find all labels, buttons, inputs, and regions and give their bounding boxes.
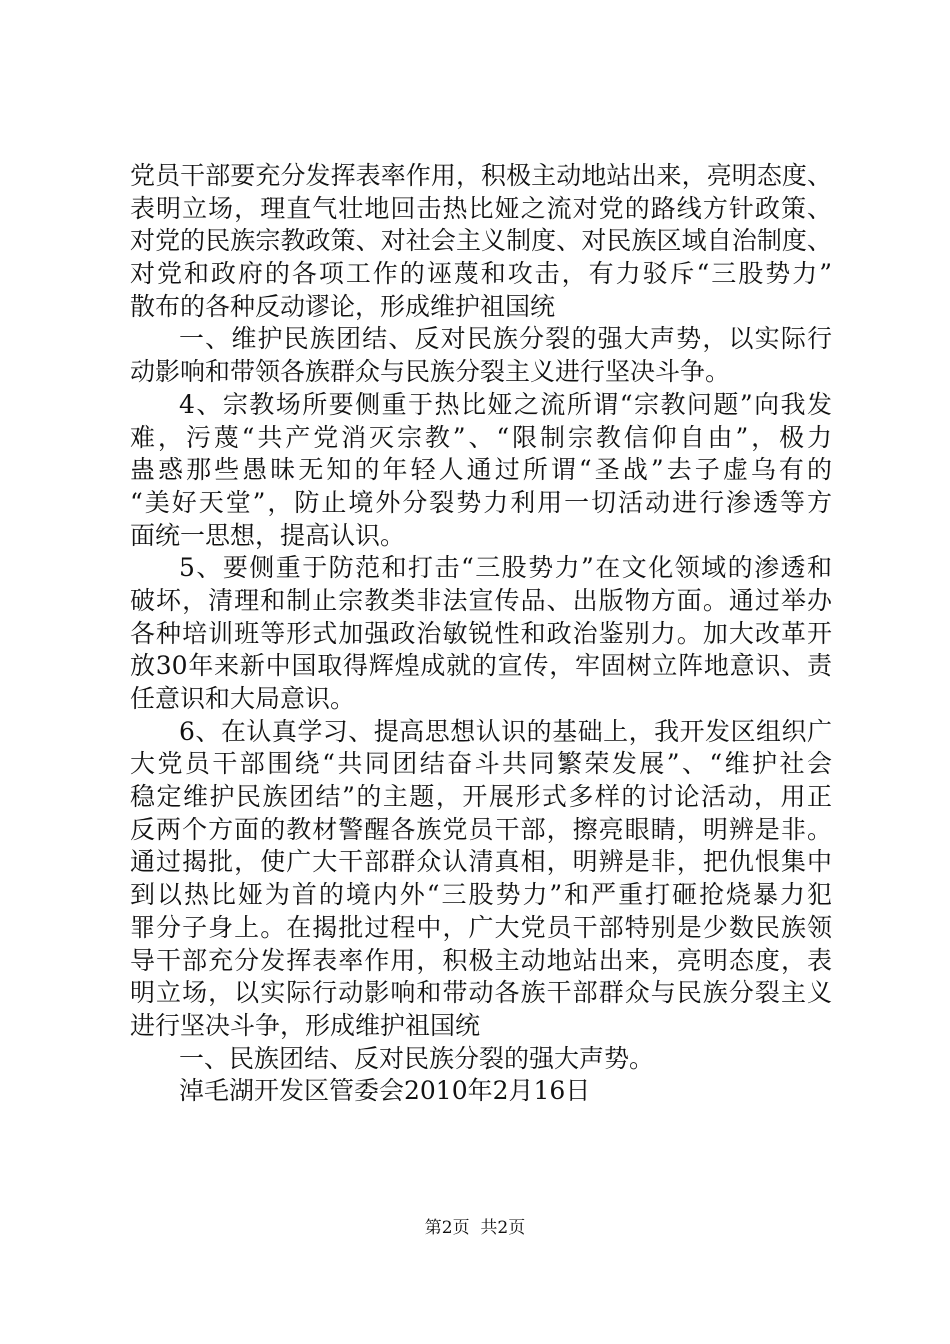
text-line: 罪分子身上。在揭批过程中，广大党员干部特别是少数民族领 bbox=[130, 912, 832, 942]
text-line: 任意识和大局意识。 bbox=[130, 684, 356, 713]
text-line: 面统一思想，提高认识。 bbox=[130, 520, 406, 550]
text-line: 表明立场，理直气壮地回击热比娅之流对党的路线方针政策、 bbox=[130, 193, 832, 223]
text-line: 导干部充分发挥表率作用，积极主动地站出来，亮明态度，表 bbox=[130, 945, 832, 975]
text-line: 散布的各种反动谬论，形成维护祖国统 bbox=[130, 291, 556, 321]
text-line: 明立场，以实际行动影响和带动各族干部群众与民族分裂主义 bbox=[130, 978, 832, 1008]
text-line: 通过揭批，使广大干部群众认清真相，明辨是非，把仇恨集中 bbox=[130, 847, 832, 877]
page-footer bbox=[0, 1218, 950, 1238]
text-line: 破坏，清理和制止宗教类非法宣传品、出版物方面。通过举办 bbox=[130, 585, 832, 615]
text-line: 大党员干部围绕“共同团结奋斗共同繁荣发展”、“维护社会 bbox=[130, 749, 832, 779]
text-line: 5、要侧重于防范和打击“三股势力”在文化领域的渗透和 bbox=[179, 553, 832, 583]
text-line: 反两个方面的教材警醒各族党员干部，擦亮眼睛，明辨是非。 bbox=[130, 814, 832, 844]
text-line: 对党的民族宗教政策、对社会主义制度、对民族区域自治制度、 bbox=[130, 226, 832, 256]
text-line: 一、民族团结、反对民族分裂的强大声势。 bbox=[179, 1043, 655, 1073]
page-number: 第2页 共2页 bbox=[424, 1218, 526, 1238]
text-line: 各种培训班等形式加强政治敏锐性和政治鉴别力。加大改革开 bbox=[130, 618, 832, 648]
text-line: “美好天堂”，防止境外分裂势力利用一切活动进行渗透等方 bbox=[130, 487, 832, 517]
text-line: 蛊惑那些愚昧无知的年轻人通过所谓“圣战”去子虚乌有的 bbox=[130, 455, 832, 485]
text-line: 一、维护民族团结、反对民族分裂的强大声势，以实际行 bbox=[179, 324, 832, 354]
text-line: 党员干部要充分发挥表率作用，积极主动地站出来，亮明态度、 bbox=[130, 161, 832, 190]
text-line: 6、在认真学习、提高思想认识的基础上，我开发区组织广 bbox=[179, 716, 832, 746]
text-line: 对党和政府的各项工作的诬蔑和攻击，有力驳斥“三股势力” bbox=[130, 259, 832, 289]
text-line: 稳定维护民族团结”的主题，开展形式多样的讨论活动，用正 bbox=[130, 782, 832, 812]
document-body bbox=[130, 160, 832, 1108]
text-line: 4、宗教场所要侧重于热比娅之流所谓“宗教问题”向我发 bbox=[179, 389, 832, 419]
text-line: 动影响和带领各族群众与民族分裂主义进行坚决斗争。 bbox=[130, 357, 731, 387]
signature-date-line: 淖毛湖开发区管委会2010年2月16日 bbox=[179, 1076, 591, 1106]
text-line: 进行坚决斗争，形成维护祖国统 bbox=[130, 1010, 481, 1040]
text-line: 难，污蔑“共产党消灭宗教”、“限制宗教信仰自由”，极力 bbox=[130, 422, 832, 452]
text-line: 到以热比娅为首的境内外“三股势力”和严重打砸抢烧暴力犯 bbox=[130, 880, 832, 910]
text-line: 放30年来新中国取得辉煌成就的宣传，牢固树立阵地意识、责 bbox=[130, 651, 832, 681]
